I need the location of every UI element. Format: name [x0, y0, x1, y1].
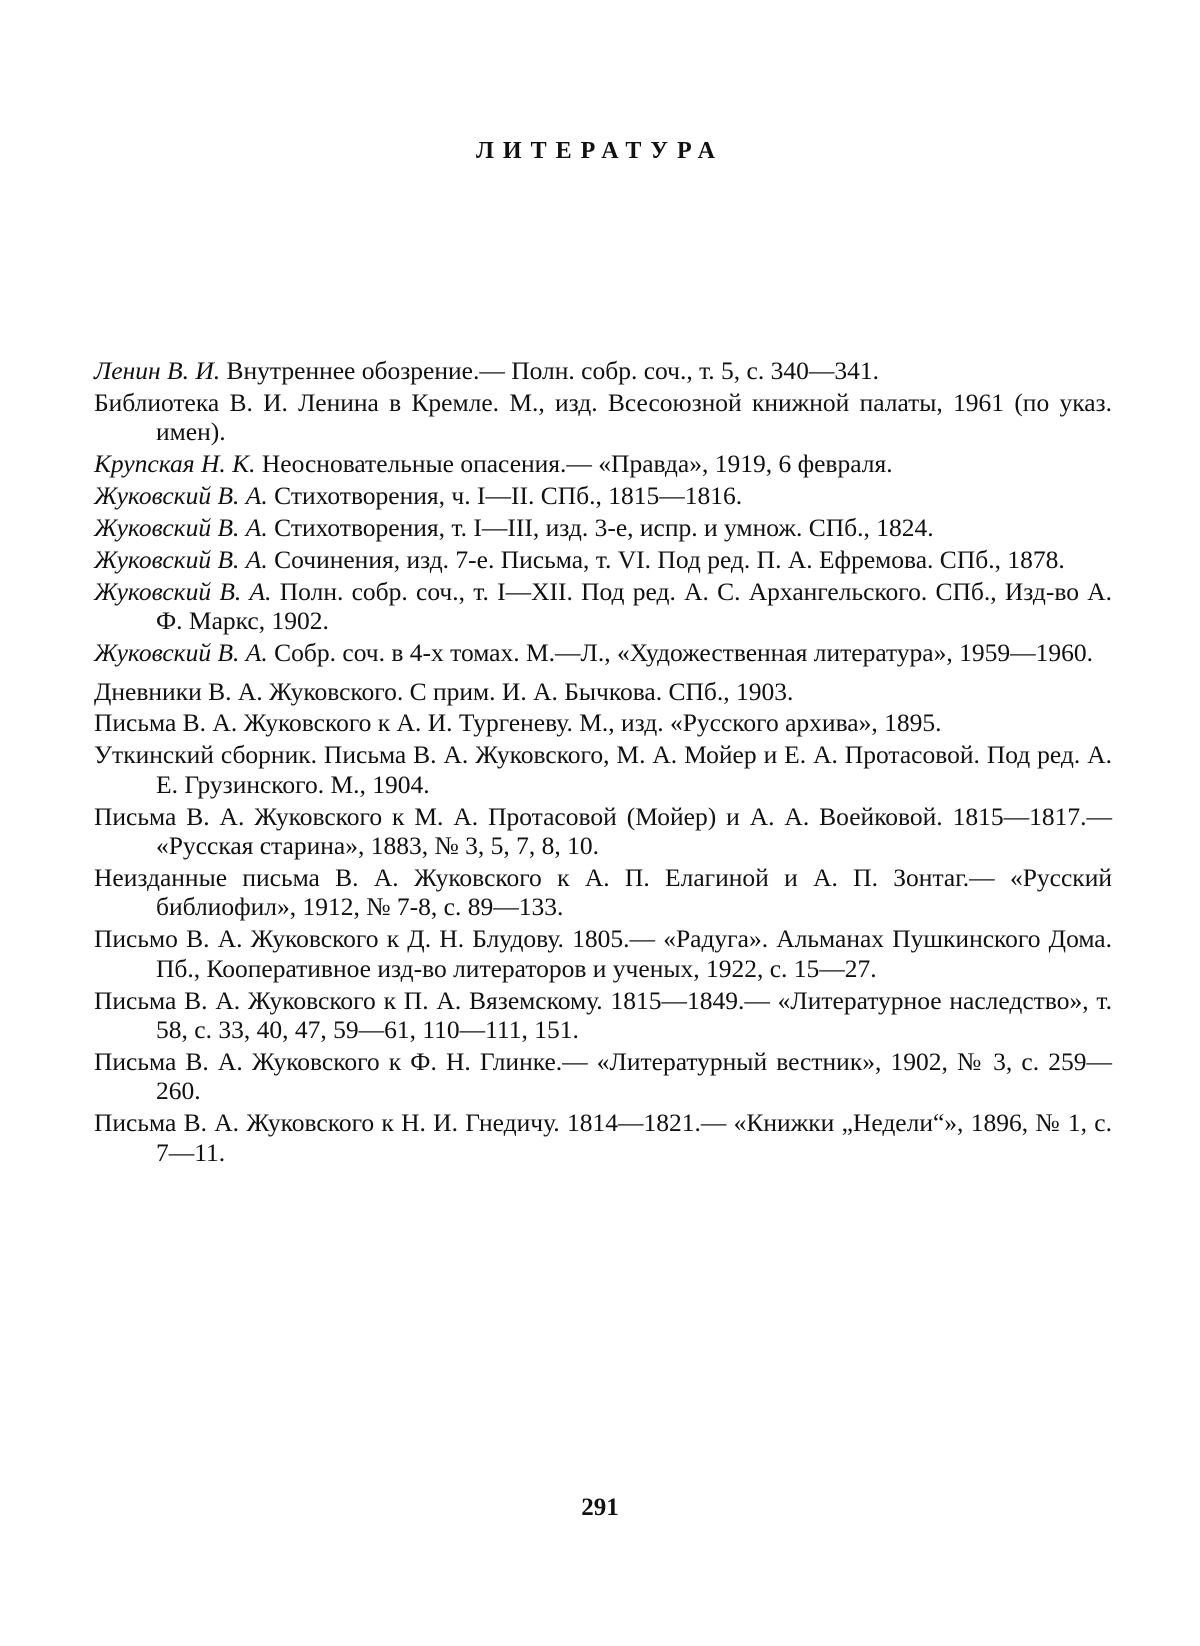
entry-text: Письмо В. А. Жуковского к Д. Н. Блудову. 1805.— «Радуга». Альманах Пушкинского Дома. Пб., Кооперативное изд-во литераторов и ученых, 1922, с. 15—27.	[94, 924, 1112, 983]
entry-text: Внутреннее обозрение.— Полн. собр. соч., т. 5, с. 340—341.	[220, 356, 879, 385]
entry-text: Неизданные письма В. А. Жуковского к А. П. Елагиной и А. П. Зонтаг.— «Русский библиофил», 1912, № 7-8, с. 89—133.	[94, 863, 1112, 922]
bibliography-entry	[94, 863, 1112, 922]
bibliography-entry	[94, 677, 1112, 706]
entry-text: Стихотворения, ч. I—II. СПб., 1815—1816.	[267, 481, 743, 511]
bibliography-list	[94, 356, 1112, 1170]
entry-author: Жуковский В. А.	[94, 481, 268, 511]
entry-text: Библиотека В. И. Ленина в Кремле. М., изд. Всесоюзной книжной палаты, 1961 (по указ. имен).	[94, 387, 1112, 447]
bibliography-entry	[94, 577, 1112, 636]
bibliography-entry	[94, 481, 1112, 510]
bibliography-entry	[94, 388, 1112, 447]
entry-text: Письма В. А. Жуковского к А. И. Тургеневу. М., изд. «Русского архива», 1895.	[94, 708, 942, 738]
bibliography-entry	[94, 449, 1112, 478]
bibliography-entry	[94, 708, 1112, 737]
entry-text: Неосновательные опасения.— «Правда», 1919, 6 февраля.	[255, 449, 893, 479]
entry-author: Крупская Н. К.	[94, 449, 256, 479]
bibliography-entry	[94, 740, 1112, 799]
bibliography-entry	[94, 545, 1112, 574]
entry-author: Жуковский В. А.	[94, 544, 268, 574]
bibliography-entry	[94, 356, 1112, 385]
bibliography-entry	[94, 986, 1112, 1045]
entry-text: Сочинения, изд. 7-е. Письма, т. VI. Под ред. П. А. Ефремова. СПб., 1878.	[267, 544, 1065, 574]
entry-author: Жуковский В. А.	[94, 513, 268, 543]
bibliography-entry	[94, 924, 1112, 983]
page-title: ЛИТЕРАТУРА	[476, 138, 724, 164]
entry-text: Уткинский сборник. Письма В. А. Жуковского, М. А. Мойер и Е. А. Протасовой. Под ред. А. Е. Грузинского. М., 1904.	[94, 740, 1112, 799]
entry-text: Письма В. А. Жуковского к Ф. Н. Глинке.— «Литературный вестник», 1902, № 3, с. 259—260.	[94, 1046, 1112, 1106]
bibliography-entry	[94, 638, 1112, 667]
bibliography-entry	[94, 1108, 1112, 1167]
entry-text: Стихотворения, т. I—III, изд. 3-е, испр. и умнож. СПб., 1824.	[267, 513, 934, 543]
entry-text: Письма В. А. Жуковского к П. А. Вяземскому. 1815—1849.— «Литературное наследство», т. 58, с. 33, 40, 47, 59—61, 110—111, 151.	[94, 985, 1112, 1045]
bibliography-entry	[94, 513, 1112, 542]
entry-author: Жуковский В. А.	[94, 638, 268, 668]
entry-author: Жуковский В. А.	[94, 576, 272, 606]
bibliography-entry	[94, 1047, 1112, 1106]
entry-text: Полн. собр. соч., т. I—XII. Под ред. А. С. Архангельского. СПб., Изд-во А. Ф. Маркс, 1902.	[156, 576, 1113, 636]
entry-text: Дневники В. А. Жуковского. С прим. И. А. Бычкова. СПб., 1903.	[94, 676, 794, 706]
entry-text: Письма В. А. Жуковского к М. А. Протасовой (Мойер) и А. А. Воейковой. 1815—1817.— «Русская старина», 1883, № 3, 5, 7, 8, 10.	[94, 801, 1112, 861]
page-number: 291	[581, 1494, 619, 1521]
entry-text: Собр. соч. в 4-х томах. М.—Л., «Художественная литература», 1959—1960.	[267, 638, 1093, 668]
entry-author: Ленин В. И.	[94, 356, 221, 385]
bibliography-entry	[94, 802, 1112, 861]
entry-text: Письма В. А. Жуковского к Н. И. Гнедичу. 1814—1821.— «Книжки „Недели“», 1896, № 1, с. 7—11.	[94, 1108, 1112, 1167]
